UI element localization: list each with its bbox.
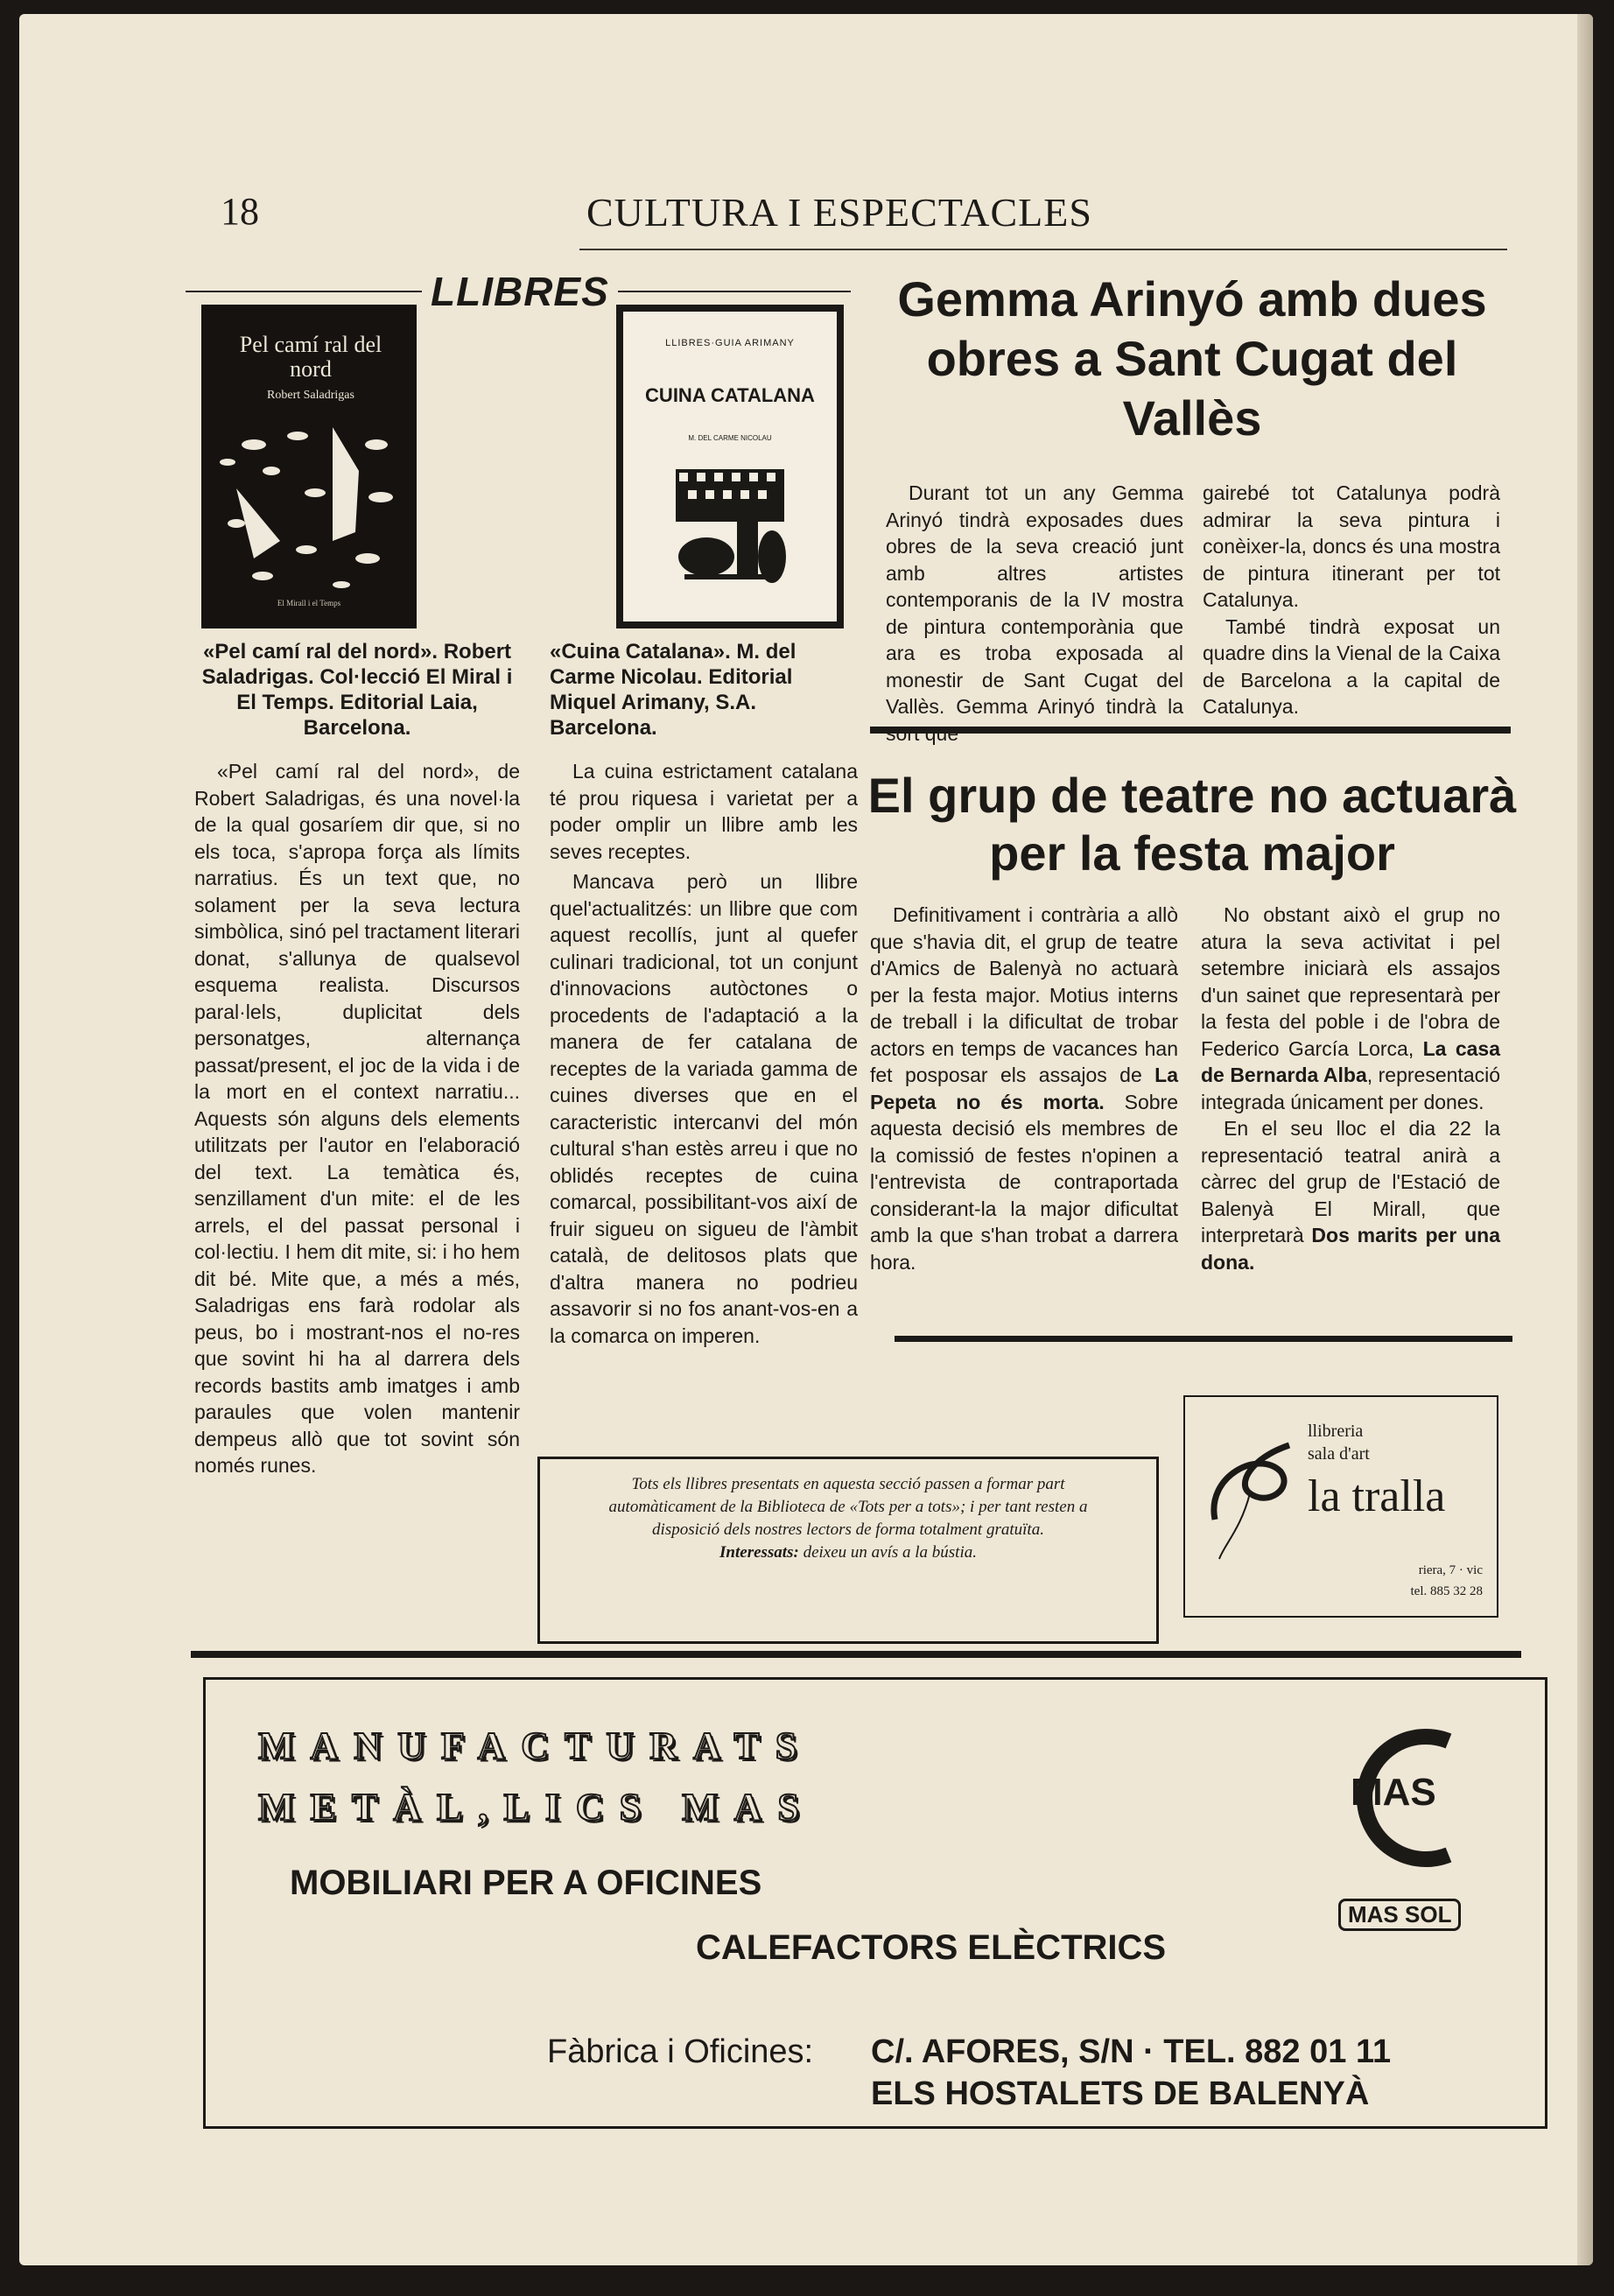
article2-col1-text-b: Sobre aquesta decisió els membres de la comissió de festes n'opinen a l'entrevista de contraportada considerant-la la major dificultat amb la que s'han trobat a darrera hora. [870,1090,1178,1274]
ad-title-line2: METÀL,LICS MAS [258,1786,815,1829]
bookshop-logo-icon [1197,1423,1302,1563]
bookshop-line1: llibreria [1308,1422,1364,1441]
cover-title: CUINA CATALANA [645,384,815,406]
book2-review-p2: Mancava però un llibre quel'actualitzés: un llibre que com aquest recollís, junt al quefer culinari tradicional, tot un conjunt d'innovacions autòctones o procedents de l'adaptació a la manera de fer catalana de receptes de la variada gamma de cuines diverses que en el caracteristic intercanvi del món cultural s'han estès arreu i que no oblidés receptes de cuina comarcal, possibilitant-vos així de fruir sigueu on sigueu de l'àmbit català, de delitosos plats que d'altra manera no podrieu assavorir si no fos anant-vos-en a la comarca on imperen. [550,870,858,1347]
page-gutter [1577,14,1593,2265]
ad-product1: MOBILIARI PER A OFICINES [290,1864,762,1902]
article2-col2-text-c: En el seu lloc el dia 22 la representació teatral anirà a càrrec del grup de l'Estació de Balenyà El Mirall, que interpretarà [1201,1117,1500,1246]
book-cover-saladrigas [201,305,417,628]
book1-review [194,758,520,1479]
note-bold-rest: deixeu un avís a la bústia. [803,1543,977,1562]
article2-col2-bold1: La casa de Bernarda Alba [1201,1036,1500,1086]
article2-headline: El grup de teatre no actuarà per la festa major [867,768,1517,881]
article1-col2 [1203,480,1500,720]
article2-col2 [1201,902,1500,1275]
book2-caption: «Cuina Catalana». M. del Carme Nicolau. Editorial Miquel Arimany, S.A. Barcelona. [550,640,796,740]
cover-illustration [667,460,793,592]
article2-col1-text-a: Definitivament i contrària a allò que s'havia dit, el grup de teatre d'Amics de Balenyà no actuarà per la festa major. Motius interns de treball i la dificultat de trobar actors en temps de vacances han fet posposar els assajos de [870,903,1178,1086]
bookshop-ad [1183,1395,1498,1618]
ad-top-rule [191,1651,1521,1658]
article2-col2-text-a: No obstant això el grup no atura la seva activitat i pel setembre iniciarà els assajos d'un sainet que representarà per la festa del poble i de l'obra de Federico García Lorca, [1201,903,1500,1060]
mas-sol-badge: MAS SOL [1338,1899,1461,1931]
newspaper-page [19,14,1593,2265]
bookshop-line2: sala d'art [1308,1444,1370,1464]
note-text: Tots els llibres presentats en aquesta secció passen a formar part automàticament de la Biblioteca de «Tots per a tots»; i per tant resten a disposició dels nostres lectors de forma totalment gratuïta. [608,1475,1088,1539]
library-note [537,1457,1159,1644]
article2-col1 [870,902,1178,1275]
bookshop-phone: tel. 885 32 28 [1410,1584,1483,1598]
section-title: CULTURA I ESPECTACLES [586,190,1092,235]
article2-col2-text-b: , representació integrada únicament per dones. [1201,1064,1501,1113]
bookshop-address: riera, 7 · vic [1418,1563,1483,1577]
article1-headline: Gemma Arinyó amb dues obres a Sant Cugat del Vallès [897,271,1487,446]
article1-col2-p2: També tindrà exposat un quadre dins la Vienal de la Caixa de Barcelona a la capital de Catalunya. [1203,614,1500,718]
llibres-label: LLIBRES [422,268,618,315]
cover-series: LLIBRES·GUIA ARIMANY [665,338,795,348]
ad-address-line1: C/. AFORES, S/N · TEL. 882 01 11 [871,2033,1392,2070]
ad-address-line2: ELS HOSTALETS DE BALENYÀ [871,2075,1370,2112]
mas-logo-text: MAS [1351,1771,1436,1814]
note-bold-label: Interessats: [719,1543,799,1562]
ad-product2: CALEFACTORS ELÈCTRICS [696,1928,1167,1967]
cover-illustration [201,410,417,602]
article-divider [870,727,1511,734]
cover-title: Pel camí ral del nord [239,332,382,382]
metalics-mas-ad [203,1677,1547,2129]
ad-address-label: Fàbrica i Oficines: [547,2033,814,2070]
bookshop-name: la tralla [1308,1471,1446,1521]
book1-caption: «Pel camí ral del nord». Robert Saladrigas. Col·lecció El Miral i El Temps. Editorial Laia, Barcelona. [201,640,513,740]
article2-col2-bold2: Dos marits per una dona. [1201,1224,1500,1274]
page-number: 18 [221,190,259,233]
cover-author: Robert Saladrigas [267,389,354,402]
cover-author: M. DEL CARME NICOLAU [688,434,772,442]
cover-footer: El Mirall i el Temps [277,599,341,607]
book2-review [550,758,858,1349]
ad-title-line1: MANUFACTURATS [258,1724,813,1767]
header-rule [579,249,1507,250]
article1-col2-p1: gairebé tot Catalunya podrà admirar la seva pintura i conèixer-la, doncs és una mostra de pintura itinerant per tot Catalunya. [1203,481,1500,611]
article1-col1 [886,480,1183,747]
book2-review-p1: La cuina estrictament catalana té prou riquesa i varietat per a poder omplir un llibre amb les seves receptes. [550,760,858,863]
article2-col1-bold: La Pepeta no és morta. [870,1064,1178,1113]
book1-review-text: «Pel camí ral del nord», de Robert Saladrigas, és una novel·la de la qual gosaríem dir que, si no els toca, s'apropa força als límits narratius. És un text que, no solament per la seva lectura simbòlica, sinó pel tractament literari donat, s'allunya de qualsevol esquema realista. Discursos paral·lels, duplicitat dels personatges, alternança passat/present, el joc de la vida i de la mort en el context narratiu... Aquests són alguns dels elements utilitzats per l'autor en l'elaboració del text. La temàtica és, senzillament d'un mite: el de les arrels, el del passat personal i col·lectiu. I hem dit mite, si: i ho hem dit bé. Mite que, a més a més, Saladrigas ens farà rodolar als peus, bo i mostrant-nos el no-res que sovint hi ha al darrera dels records bastits amb imatges i amb paraules que volen mantenir dempeus allò que tot sovint són només runes. [194,760,520,1477]
article1-col1-text: Durant tot un any Gemma Arinyó tindrà exposades dues obres de la seva creació junt amb altres artistes contemporanis de la IV mostra de pintura contemporània que ara es troba exposada al monestir de Sant Cugat del Vallès. Gemma Arinyó tindrà la [886,481,1183,718]
book-cover-cuina-catalana [616,305,844,628]
article2-rule [895,1336,1512,1342]
